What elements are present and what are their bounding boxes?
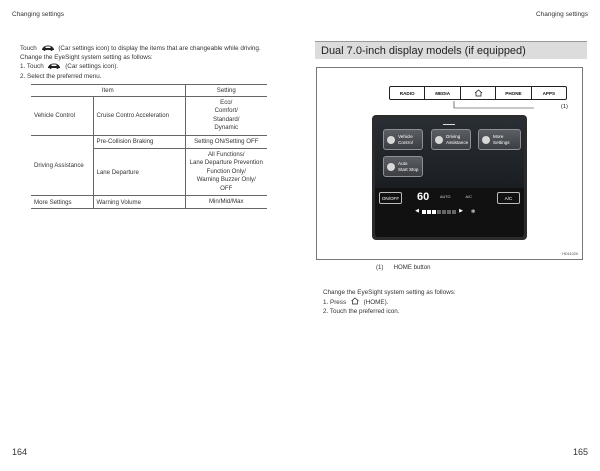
home-icon — [474, 89, 483, 97]
vehicle-control-icon — [387, 136, 395, 144]
row-group: More Settings — [31, 196, 93, 209]
fan-level-bar — [437, 210, 441, 214]
tile-vehicle-control[interactable] — [383, 129, 423, 150]
auto-label: AUTO — [440, 195, 451, 199]
intro-step-2: 2. Select the preferred menu. — [20, 72, 102, 80]
setting-line: Comfort/ — [214, 107, 238, 115]
table-row — [31, 135, 267, 148]
fan-down-icon[interactable]: ◀ — [415, 209, 419, 214]
climate-control-area — [375, 188, 524, 237]
tile-label: More Settings — [493, 134, 510, 145]
more-settings-icon — [482, 136, 490, 144]
row-setting — [185, 196, 267, 209]
fan-level-bar — [452, 210, 456, 214]
fan-level-bar — [447, 210, 451, 214]
body-step-1 — [323, 297, 583, 307]
figure-caption: (1) HOME button — [376, 264, 431, 271]
table-row — [31, 97, 267, 136]
fan-level-bar — [422, 210, 426, 214]
tile-label: Driving Assistance — [446, 134, 469, 145]
row-item: Cruise Contro Acceleration — [93, 97, 185, 136]
setting-line: Setting ON/Setting OFF — [194, 137, 259, 145]
driving-assistance-icon — [435, 136, 443, 144]
setting-line: Eco/ — [220, 99, 233, 106]
row-group: Vehicle Control — [31, 97, 93, 136]
settings-menu-area — [375, 118, 524, 187]
header-item: Item — [31, 85, 185, 97]
fan-level-bar — [432, 210, 436, 214]
fan-speed-row — [413, 208, 485, 215]
touchscreen — [375, 118, 524, 237]
row-item: Lane Departure — [93, 149, 185, 196]
tile-auto-start-stop[interactable] — [383, 156, 423, 177]
row-group: Driving Assistance — [31, 135, 93, 195]
setting-line: Warning Buzzer Only/ — [196, 176, 256, 184]
temperature-readout: 60 — [417, 191, 430, 203]
section-title: Dual 7.0-inch display models (if equipped) — [321, 45, 526, 57]
head-unit-button-bar — [389, 86, 567, 100]
intro-line-1 — [20, 44, 290, 53]
intro-text — [20, 44, 290, 81]
auto-indicator — [440, 195, 472, 199]
touch-suffix: (Car settings icon) to display the items that are changeable while driving. — [58, 45, 261, 52]
tile-driving-assistance[interactable] — [431, 129, 471, 150]
right-body-text — [323, 288, 583, 317]
ac-button[interactable]: A/C — [497, 192, 520, 204]
home-button[interactable] — [461, 87, 496, 99]
table-row — [31, 196, 267, 209]
settings-table — [31, 84, 267, 209]
auto-start-stop-icon — [387, 163, 395, 171]
fan-level-bar — [442, 210, 446, 214]
home-icon — [350, 297, 360, 305]
step1-suffix: (HOME). — [363, 299, 389, 307]
page-number-left: 164 — [12, 447, 28, 457]
header-setting: Setting — [185, 85, 267, 97]
row-setting — [185, 97, 267, 136]
figure-code: HD11020 — [562, 252, 578, 256]
fan-icon: ✻ — [471, 208, 476, 215]
step1-prefix: 1. Press — [323, 299, 347, 307]
setting-line: Dynamic — [214, 124, 239, 132]
setting-line: Min/Mid/Max — [208, 198, 244, 206]
step1-prefix: 1. Touch — [20, 63, 44, 71]
row-setting — [185, 135, 267, 148]
row-setting — [185, 149, 267, 196]
row-item: Warning Volume — [93, 196, 185, 209]
section-title-band — [315, 41, 587, 59]
car-settings-icon — [41, 45, 55, 51]
page-number-right: 165 — [572, 447, 588, 457]
running-header-right: Changing settings — [535, 11, 588, 18]
setting-line: Lane Departure Prevention — [189, 159, 263, 167]
fan-level-bar — [427, 210, 431, 214]
setting-line: OFF — [220, 184, 233, 192]
display-figure — [316, 67, 583, 260]
setting-line: Standard/ — [213, 115, 240, 123]
body-step-2: 2. Touch the preferred icon. — [323, 308, 400, 316]
climate-onoff-button[interactable]: ON/OFF — [379, 192, 402, 204]
setting-line: All Functions/ — [207, 151, 245, 159]
car-settings-icon — [47, 63, 61, 69]
ac-inline-label: A/C — [465, 195, 472, 199]
intro-step-1 — [20, 62, 290, 71]
phone-button[interactable]: PHONE — [496, 87, 531, 99]
intro-line-2: Change the EyeSight system setting as follows: — [20, 54, 153, 62]
media-button[interactable]: MEDIA — [425, 87, 460, 99]
setting-line: Function Only/ — [206, 167, 246, 175]
tile-more-settings[interactable] — [478, 129, 521, 150]
body-line-1: Change the EyeSight system setting as follows: — [323, 289, 456, 296]
step1-suffix: (Car settings icon). — [65, 63, 119, 71]
row-item: Pre-Collision Braking — [93, 135, 185, 148]
tile-label: Auto Start Stop — [398, 161, 419, 172]
callout-label: (1) — [560, 104, 568, 110]
tile-label: Vehicle Control — [398, 134, 413, 145]
touchscreen-bezel — [372, 115, 527, 240]
page-indicator — [443, 124, 455, 125]
radio-button[interactable]: RADIO — [390, 87, 425, 99]
running-header-left: Changing settings — [12, 11, 65, 18]
fan-up-icon[interactable]: ▶ — [459, 209, 463, 214]
table-header-row — [31, 85, 267, 97]
touch-prefix: Touch — [20, 45, 37, 52]
apps-button[interactable]: APPS — [542, 90, 556, 96]
